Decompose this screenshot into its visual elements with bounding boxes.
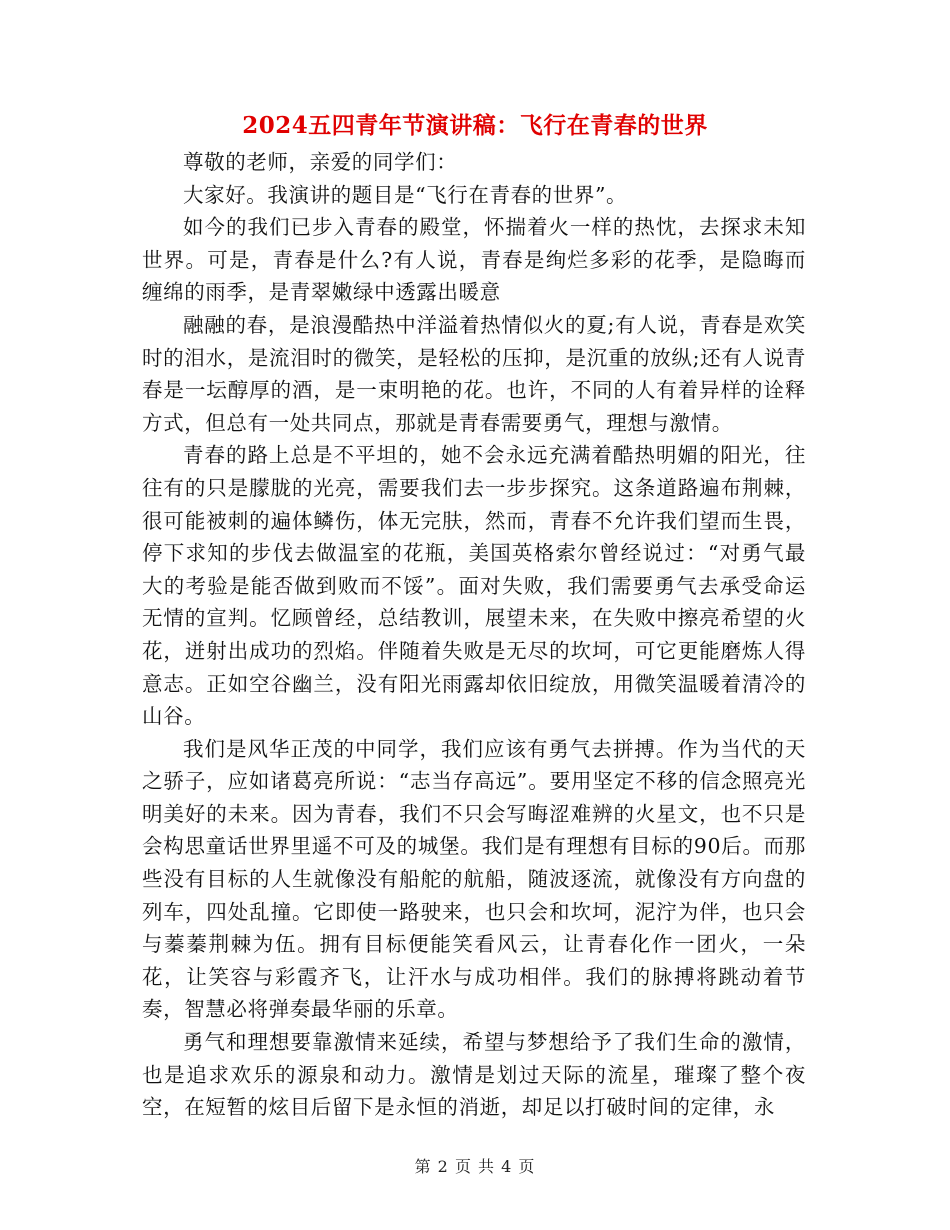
paragraph: 如今的我们已步入青春的殿堂，怀揣着火一样的热忱，去探求未知世界。可是，青春是什么?有人说，青春是绚烂多彩的花季，是隐晦而缠绵的雨季，是青翠嫩绿中透露出暖意 [142,215,806,305]
paragraph: 我们是风华正茂的中同学，我们应该有勇气去拼搏。作为当代的天之骄子，应如诸葛亮所说：“志当存高远”。要用坚定不移的信念照亮光明美好的未来。因为青春，我们不只会写晦涩难辨的火星文，也不只是会构思童话世界里遥不可及的城堡。我们是有理想有目标的90后。而那些没有目标的人生就像没有船舵的航船，随波逐流，就像没有方向盘的列车，四处乱撞。它即使一路驶来，也只会和坎坷，泥泞为伴，也只会与蓁蓁荆棘为伍。拥有目标便能笑看风云，让青春化作一团火，一朵花，让笑容与彩霞齐飞，让汗水与成功相伴。我们的脉搏将跳动着节奏，智慧必将弹奏最华丽的乐章。 [142,736,806,1022]
document-body [142,146,806,1124]
paragraph-greeting: 大家好。我演讲的题目是“飞行在青春的世界”。 [183,182,628,207]
paragraph: 勇气和理想要靠激情来延续，希望与梦想给予了我们生命的激情，也是追求欢乐的源泉和动力。激情是划过天际的流星，璀璨了整个夜空，在短暂的炫目后留下是永恒的消逝，却足以打破时间的定律，永 [142,1030,806,1120]
paragraph: 青春的路上总是不平坦的，她不会永远充满着酷热明媚的阳光，往往有的只是朦胧的光亮，需要我们去一步步探究。这条道路遍布荆棘，很可能被刺的遍体鳞伤，体无完肤，然而，青春不允许我们望而生畏，停下求知的步伐去做温室的花瓶，美国英格索尔曾经说过：“对勇气最大的考验是能否做到败而不馁”。面对失败，我们需要勇气去承受命运无情的宣判。忆顾曾经，总结教训，展望未来，在失败中擦亮希望的火花，迸射出成功的烈焰。伴随着失败是无尽的坎坷，可它更能磨炼人得意志。正如空谷幽兰，没有阳光雨露却依旧绽放，用微笑温暖着清冷的山谷。 [142,443,806,729]
paragraph: 融融的春，是浪漫酷热中洋溢着热情似火的夏;有人说，青春是欢笑时的泪水，是流泪时的微笑，是轻松的压抑，是沉重的放纵;还有人说青春是一坛醇厚的酒，是一束明艳的花。也许，不同的人有着异样的诠释方式，但总有一处共同点，那就是青春需要勇气，理想与激情。 [142,312,806,435]
document-title: 2024五四青年节演讲稿：飞行在青春的世界 [242,112,708,139]
page-number-footer: 第 2 页 共 4 页 [414,1157,536,1176]
paragraph-salutation: 尊敬的老师，亲爱的同学们： [183,150,458,174]
